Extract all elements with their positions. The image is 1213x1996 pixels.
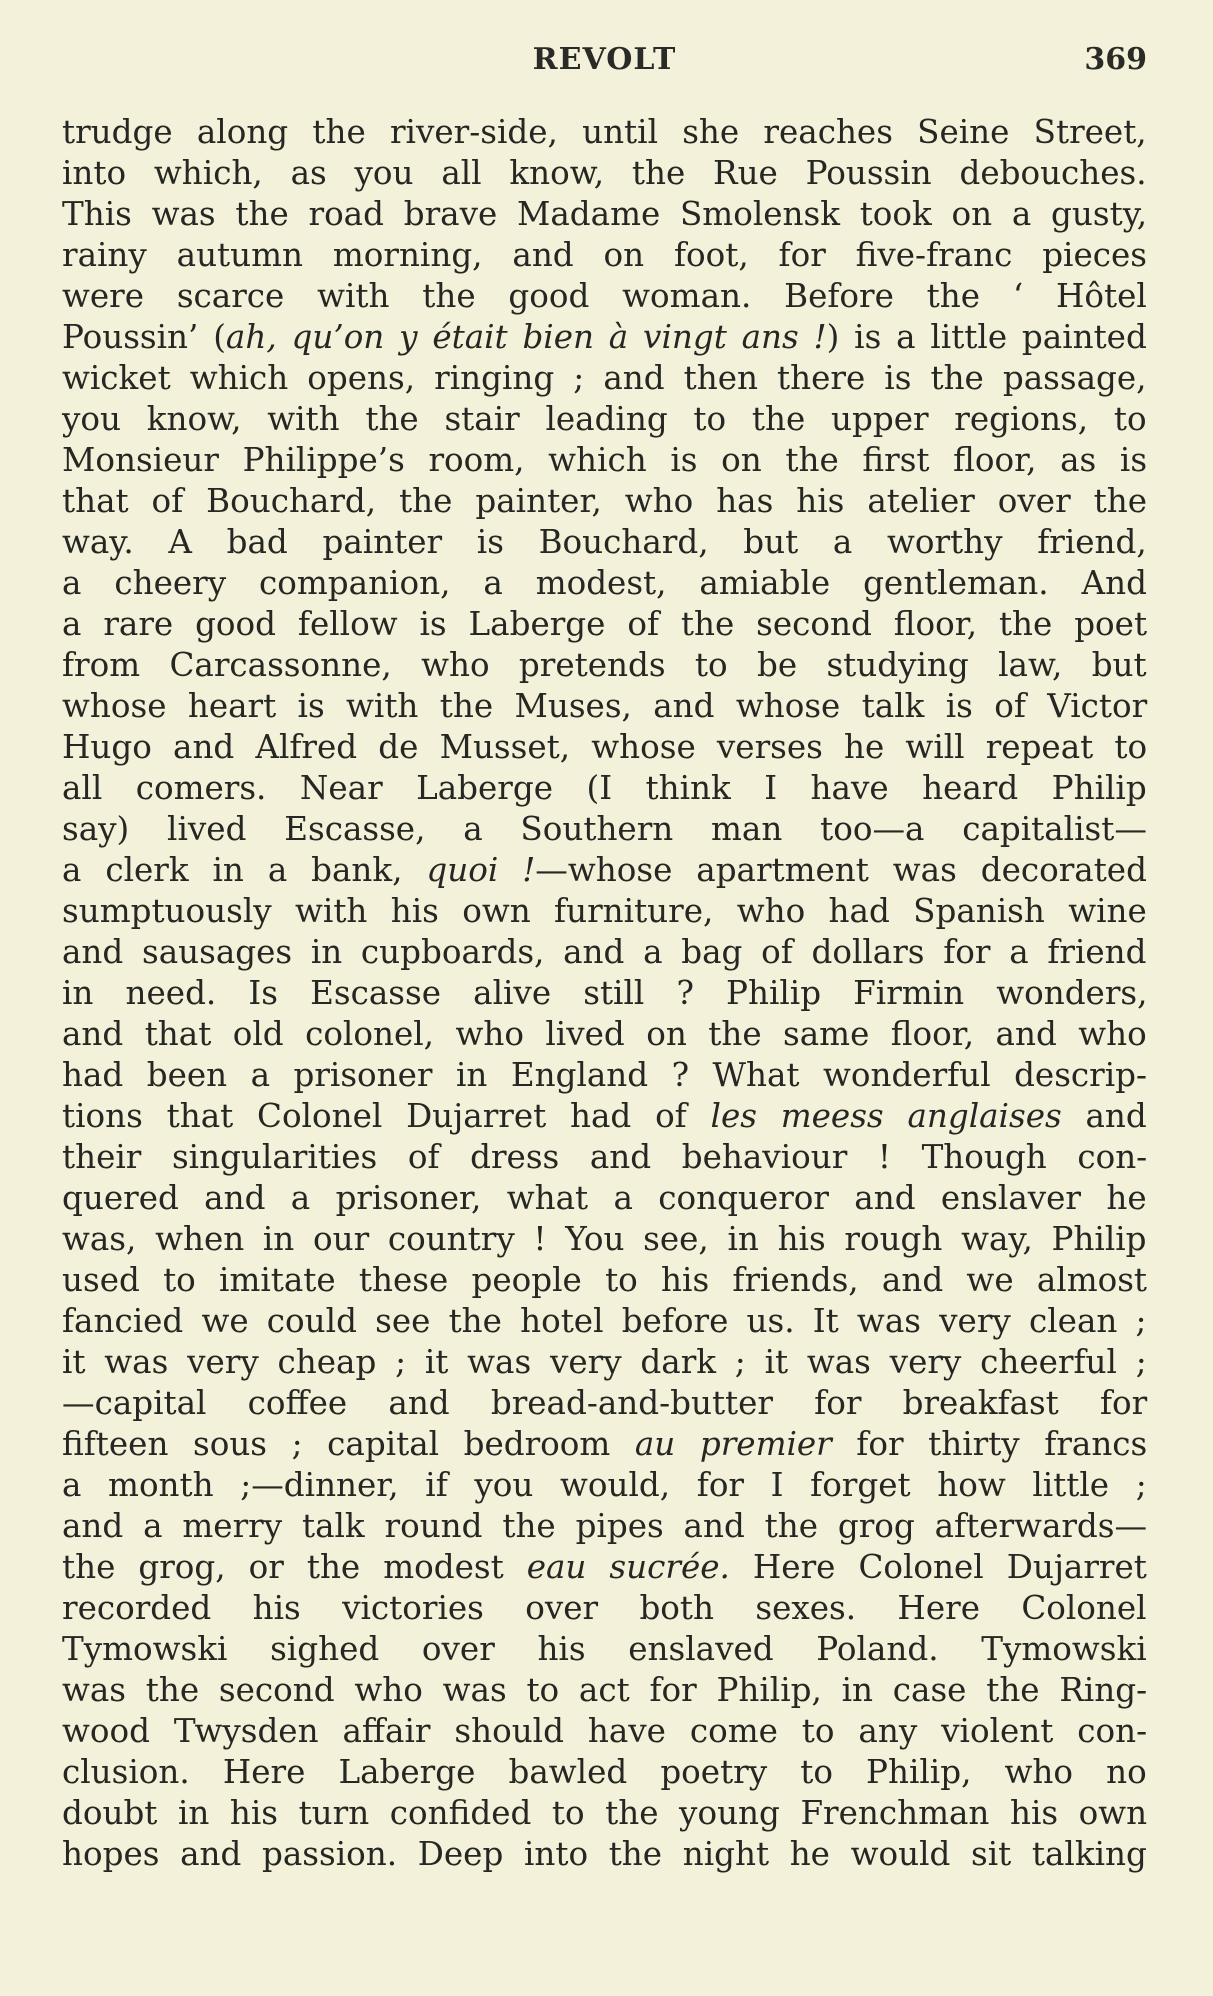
text-segment: it was very cheap ; it was very dark ; it was very cheerful ; [62, 1343, 1147, 1381]
text-segment: a month ;—dinner, if you would, for I forget how little ; [62, 1466, 1147, 1504]
text-line [62, 1465, 1147, 1506]
text-line [62, 235, 1147, 276]
italic-text: eau sucrée. [526, 1548, 730, 1586]
text-segment: quered and a prisoner, what a conqueror and enslaver he [62, 1179, 1147, 1217]
text-line [62, 727, 1147, 768]
text-segment: doubt in his turn confided to the young Frenchman his own [62, 1794, 1148, 1832]
text-segment: had been a prisoner in England ? What wonderful descrip- [62, 1056, 1148, 1094]
text-line [62, 1588, 1147, 1629]
italic-text: les meess anglaises [710, 1097, 1062, 1135]
text-line [62, 276, 1147, 317]
page-number: 369 [1084, 42, 1147, 77]
text-line [62, 112, 1147, 153]
text-line [62, 1834, 1147, 1875]
italic-text: ah, qu’on y était bien à vingt ans ! [225, 318, 827, 356]
text-line [62, 645, 1147, 686]
text-segment: were scarce with the good woman. Before the ‘ Hôtel [62, 277, 1147, 315]
text-segment: sumptuously with his own furniture, who had Spanish wine [62, 892, 1147, 930]
text-segment: the grog, or the modest [62, 1548, 527, 1586]
text-line [62, 768, 1147, 809]
text-line [62, 1629, 1147, 1670]
text-segment: was, when in our country ! You see, in his rough way, Philip [62, 1220, 1147, 1258]
text-segment: and that old colonel, who lived on the same floor, and who [62, 1015, 1147, 1053]
text-segment: hopes and passion. Deep into the night he would sit talking [62, 1835, 1147, 1873]
text-segment: and [1061, 1097, 1147, 1135]
text-line [62, 153, 1147, 194]
text-line [62, 1096, 1147, 1137]
text-line [62, 891, 1147, 932]
text-line [62, 317, 1147, 358]
italic-text: quoi ! [426, 851, 536, 889]
text-segment: rainy autumn morning, and on foot, for five-franc pieces [62, 236, 1148, 274]
text-segment: a clerk in a bank, [62, 851, 427, 889]
text-segment: into which, as you all know, the Rue Poussin debouches. [62, 154, 1147, 192]
text-segment: Hugo and Alfred de Musset, whose verses he will repeat to [62, 728, 1148, 766]
text-segment: and a merry talk round the pipes and the grog afterwards— [62, 1507, 1148, 1545]
text-line [62, 850, 1147, 891]
text-line [62, 1670, 1147, 1711]
text-segment: fancied we could see the hotel before us. It was very clean ; [62, 1302, 1147, 1340]
text-segment: from Carcassonne, who pretends to be studying law, but [62, 646, 1147, 684]
text-line [62, 358, 1147, 399]
text-line [62, 686, 1147, 727]
text-line [62, 1752, 1147, 1793]
text-line [62, 932, 1147, 973]
text-line [62, 604, 1147, 645]
body-text [62, 112, 1147, 1875]
text-segment: for thirty francs [831, 1425, 1148, 1463]
text-line [62, 1301, 1147, 1342]
text-segment: their singularities of dress and behaviour ! Though con- [62, 1138, 1148, 1176]
text-line [62, 1547, 1147, 1588]
text-segment: ) is a little painted [826, 318, 1147, 356]
text-segment: wood Twysden affair should have come to any violent con- [62, 1712, 1148, 1750]
text-segment: a cheery companion, a modest, amiable gentleman. And [62, 564, 1147, 602]
text-line [62, 522, 1147, 563]
text-segment: in need. Is Escasse alive still ? Philip Firmin wonders, [62, 974, 1148, 1012]
text-line [62, 1178, 1147, 1219]
text-line [62, 1342, 1147, 1383]
text-segment: wicket which opens, ringing ; and then there is the passage, [62, 359, 1147, 397]
text-segment: Tymowski sighed over his enslaved Poland. Tymowski [62, 1630, 1147, 1668]
text-line [62, 1260, 1147, 1301]
text-segment: way. A bad painter is Bouchard, but a worthy friend, [62, 523, 1147, 561]
text-segment: Monsieur Philippe’s room, which is on the first floor, as is [62, 441, 1148, 479]
text-segment: Poussin’ ( [62, 318, 226, 356]
text-line [62, 1383, 1147, 1424]
text-segment: clusion. Here Laberge bawled poetry to Philip, who no [62, 1753, 1147, 1791]
text-segment: This was the road brave Madame Smolensk took on a gusty, [62, 195, 1148, 233]
text-segment: that of Bouchard, the painter, who has his atelier over the [62, 482, 1147, 520]
text-line [62, 1711, 1147, 1752]
text-segment: recorded his victories over both sexes. Here Colonel [62, 1589, 1147, 1627]
text-segment: —capital coffee and bread-and-butter for breakfast for [62, 1384, 1148, 1422]
text-segment: was the second who was to act for Philip, in case the Ring- [62, 1671, 1148, 1709]
text-line [62, 1055, 1147, 1096]
text-segment: trudge along the river-side, until she reaches Seine Street, [62, 113, 1147, 151]
text-segment: you know, with the stair leading to the upper regions, to [62, 400, 1147, 438]
italic-text: au premier [634, 1425, 832, 1463]
text-segment: used to imitate these people to his friends, and we almost [62, 1261, 1148, 1299]
text-line [62, 1793, 1147, 1834]
text-line [62, 1137, 1147, 1178]
text-line [62, 809, 1147, 850]
text-line [62, 481, 1147, 522]
text-segment: say) lived Escasse, a Southern man too—a capitalist— [62, 810, 1147, 848]
text-line [62, 973, 1147, 1014]
text-line [62, 1506, 1147, 1547]
text-segment: —whose apartment was decorated [535, 851, 1147, 889]
running-title: REVOLT [532, 42, 677, 77]
text-segment: and sausages in cupboards, and a bag of dollars for a friend [62, 933, 1147, 971]
text-line [62, 399, 1147, 440]
text-segment: whose heart is with the Muses, and whose talk is of Victor [62, 687, 1148, 725]
text-line [62, 1219, 1147, 1260]
text-segment: Here Colonel Dujarret [729, 1548, 1147, 1586]
running-head [62, 42, 1147, 82]
text-line [62, 440, 1147, 481]
text-segment: tions that Colonel Dujarret had of [62, 1097, 711, 1135]
text-segment: fifteen sous ; capital bedroom [62, 1425, 635, 1463]
text-line [62, 194, 1147, 235]
text-line [62, 563, 1147, 604]
text-segment: all comers. Near Laberge (I think I have heard Philip [62, 769, 1147, 807]
text-line [62, 1014, 1147, 1055]
text-segment: a rare good fellow is Laberge of the second floor, the poet [62, 605, 1148, 643]
text-line [62, 1424, 1147, 1465]
